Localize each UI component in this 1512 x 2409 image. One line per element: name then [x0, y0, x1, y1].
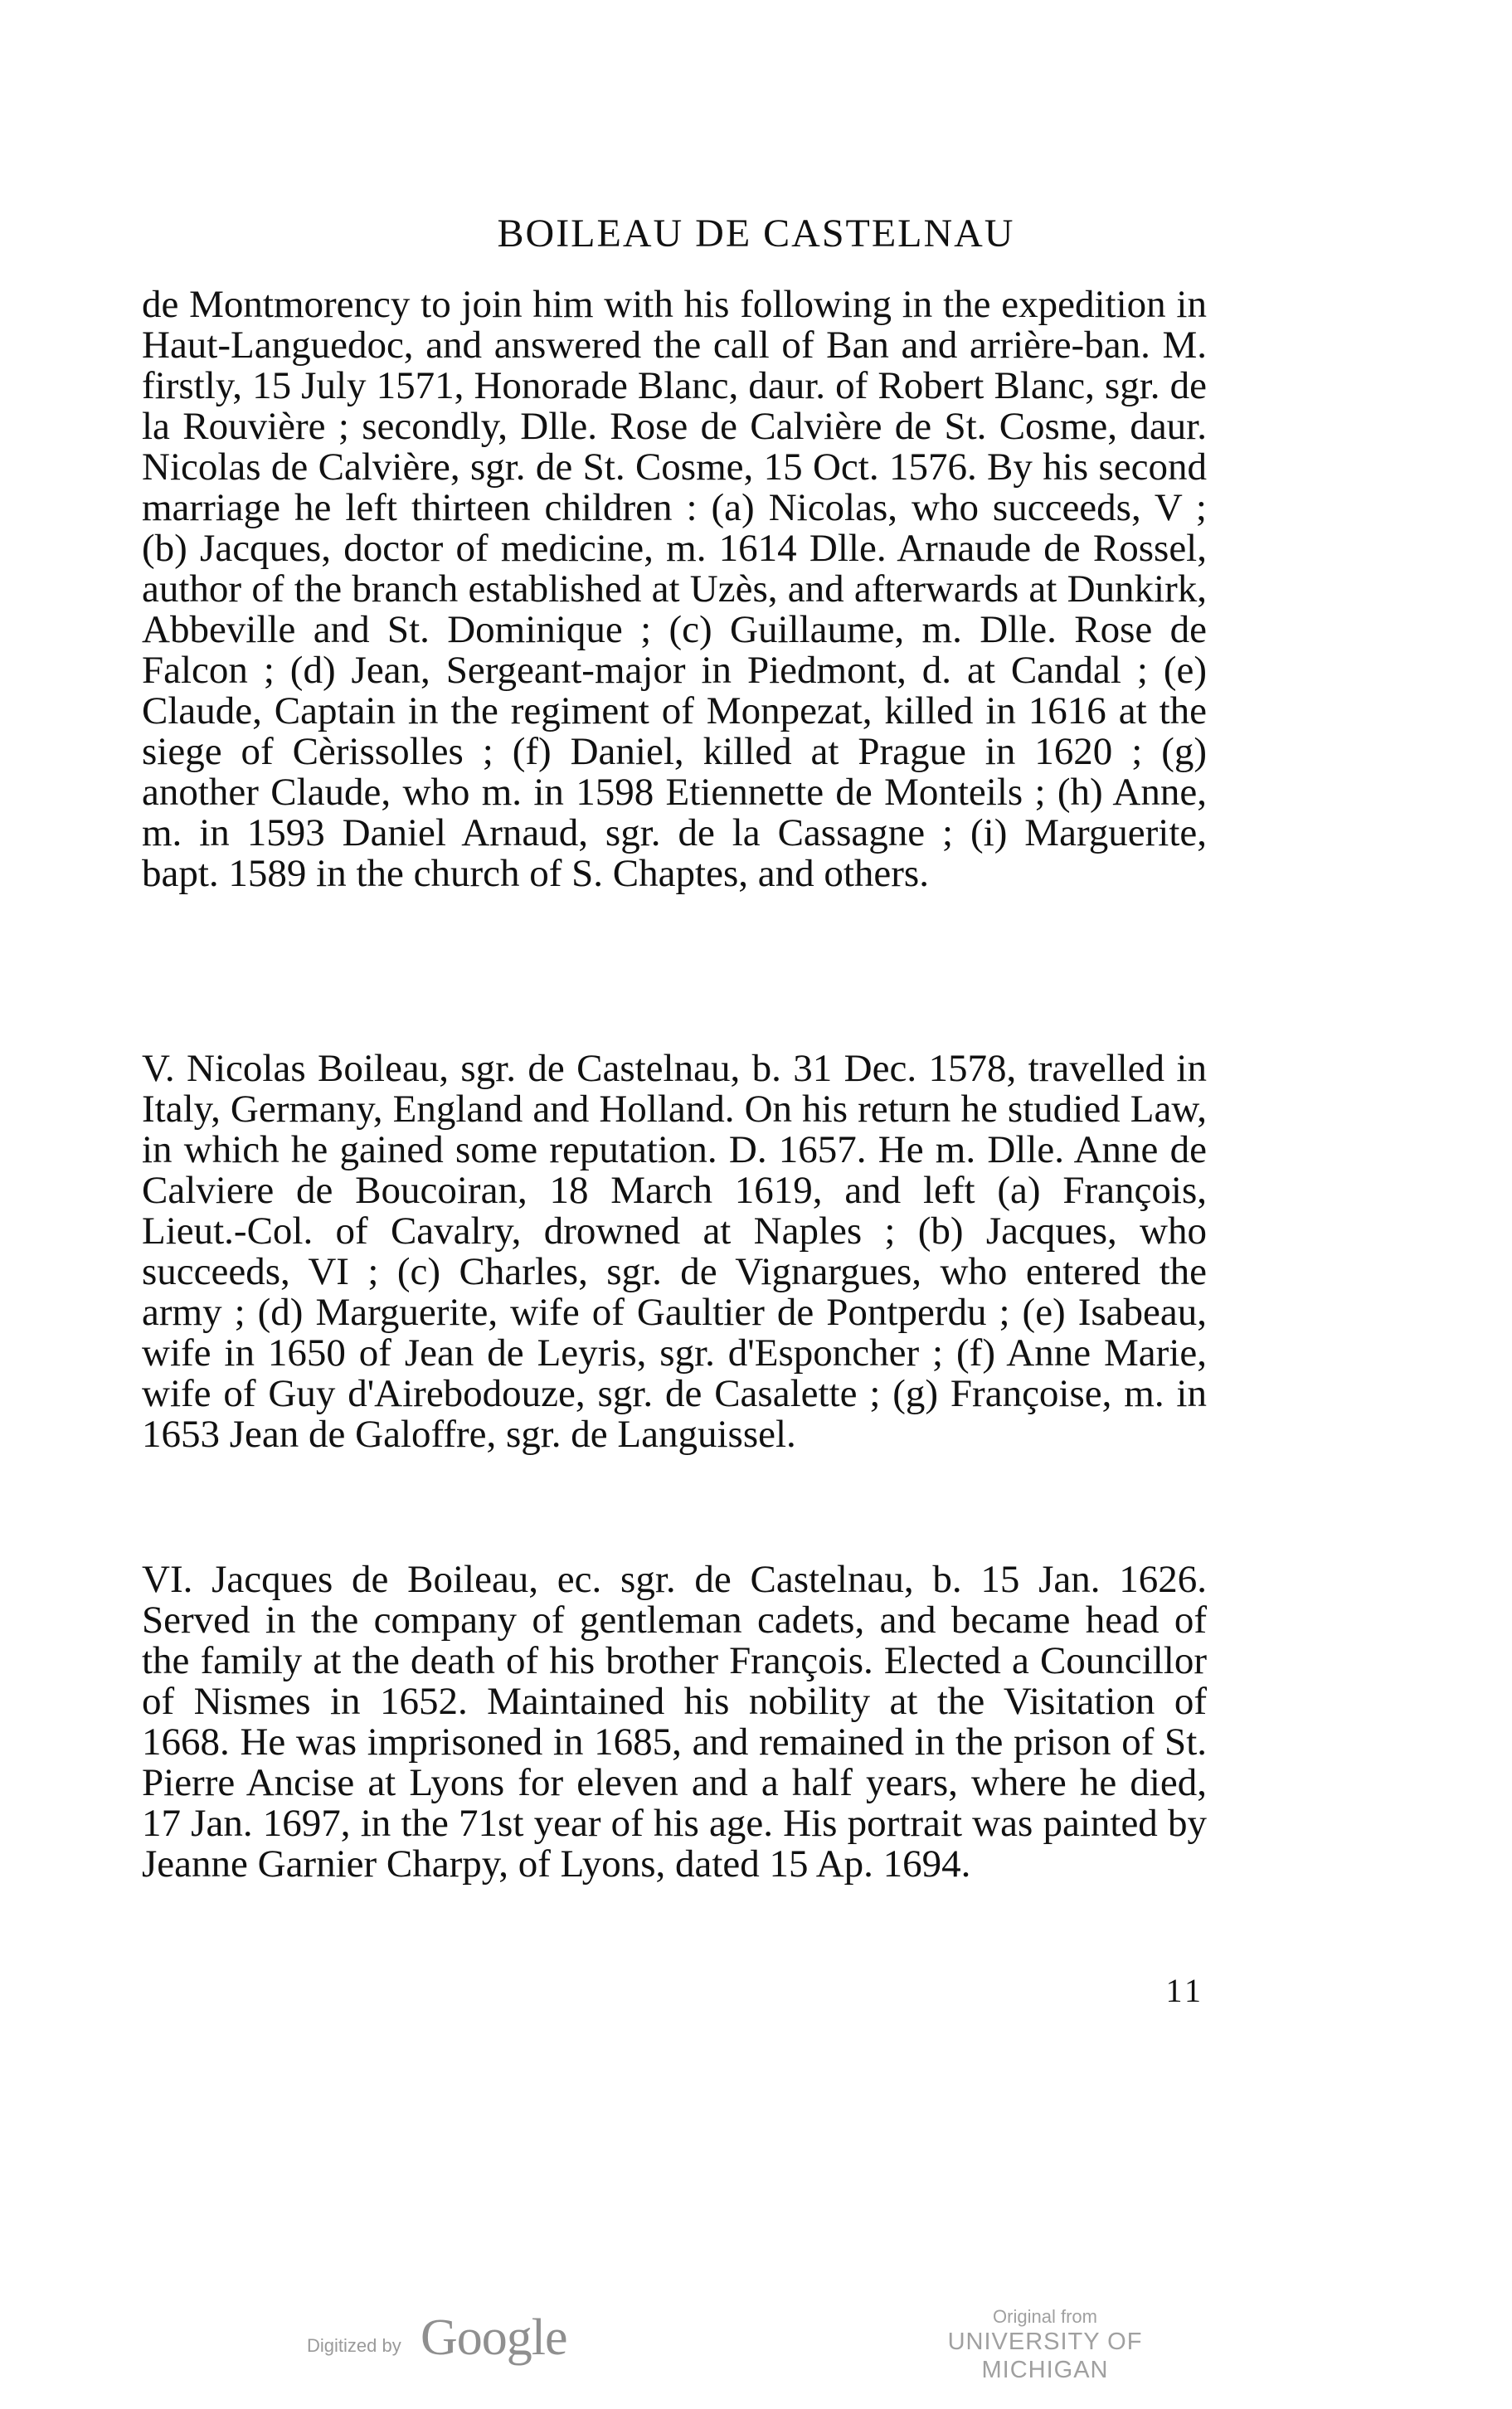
digitized-label: Digitized by — [307, 2335, 401, 2356]
original-from-watermark — [896, 2298, 1194, 2383]
original-from-label: Original from — [993, 2306, 1097, 2327]
running-head: BOILEAU DE CASTELNAU — [497, 212, 1015, 256]
institution-name: UNIVERSITY OF MICHIGAN — [947, 2329, 1143, 2383]
paragraph-generation-v: V. Nicolas Boileau, sgr. de Castelnau, b. 31 Dec. 1578, travelled in Italy, Germany, England and Holland. On his return he studied Law, in which he gained some reputation. D. 1657. He m. Dlle. Anne de Calviere de Boucoiran, 18 March 1619, and left (a) François, Lieut.-Col. of Cavalry, drowned at Naples ; (b) Jacques, who succeeds, VI ; (c) Charles, sgr. de Vignargues, who entered the army ; (d) Marguerite, wife of Gaultier de Pontperdu ; (e) Isabeau, wife in 1650 of Jean de Leyris, sgr. d'Esponcher ; (f) Anne Marie, wife of Guy d'Airebodouze, sgr. de Casalette ; (g) Françoise, m. in 1653 Jean de Galoffre, sgr. de Languissel. — [142, 1047, 1207, 1456]
paragraph-continued: de Montmorency to join him with his following in the expedition in Haut-Languedoc, and answered the call of Ban and arrière-ban. M. firstly, 15 July 1571, Honorade Blanc, daur. of Robert Blanc, sgr. de la Rouvière ; secondly, Dlle. Rose de Calvière de St. Cosme, daur. Nicolas de Calvière, sgr. de St. Cosme, 15 Oct. 1576. By his second marriage he left thirteen children : (a) Nicolas, who succeeds, V ; (b) Jacques, doctor of medicine, m. 1614 Dlle. Arnaude de Rossel, author of the branch established at Uzès, and afterwards at Dunkirk, Abbeville and St. Dominique ; (c) Guillaume, m. Dlle. Rose de Falcon ; (d) Jean, Sergeant-major in Piedmont, d. at Candal ; (e) Claude, Captain in the regiment of Monpezat, killed in 1616 at the siege of Cèrissolles ; (f) Daniel, killed at Prague in 1620 ; (g) another Claude, who m. in 1598 Etiennette de Monteils ; (h) Anne, m. in 1593 Daniel Arnaud, sgr. de la Cassagne ; (i) Marguerite, bapt. 1589 in the church of S. Chaptes, and others. — [142, 283, 1207, 895]
google-logo: Google — [421, 2309, 567, 2366]
page-number: 11 — [1165, 1972, 1204, 2009]
paragraph-generation-vi: VI. Jacques de Boileau, ec. sgr. de Castelnau, b. 15 Jan. 1626. Served in the company of gentleman cadets, and became head of the family at the death of his brother François. Elected a Councillor of Nismes in 1652. Maintained his nobility at the Visitation of 1668. He was imprisoned in 1685, and remained in the prison of St. Pierre Ancise at Lyons for eleven and a half years, where he died, 17 Jan. 1697, in the 71st year of his age. His portrait was painted by Jeanne Garnier Charpy, of Lyons, dated 15 Ap. 1694. — [142, 1558, 1207, 1886]
digitized-by-watermark — [307, 2298, 581, 2372]
